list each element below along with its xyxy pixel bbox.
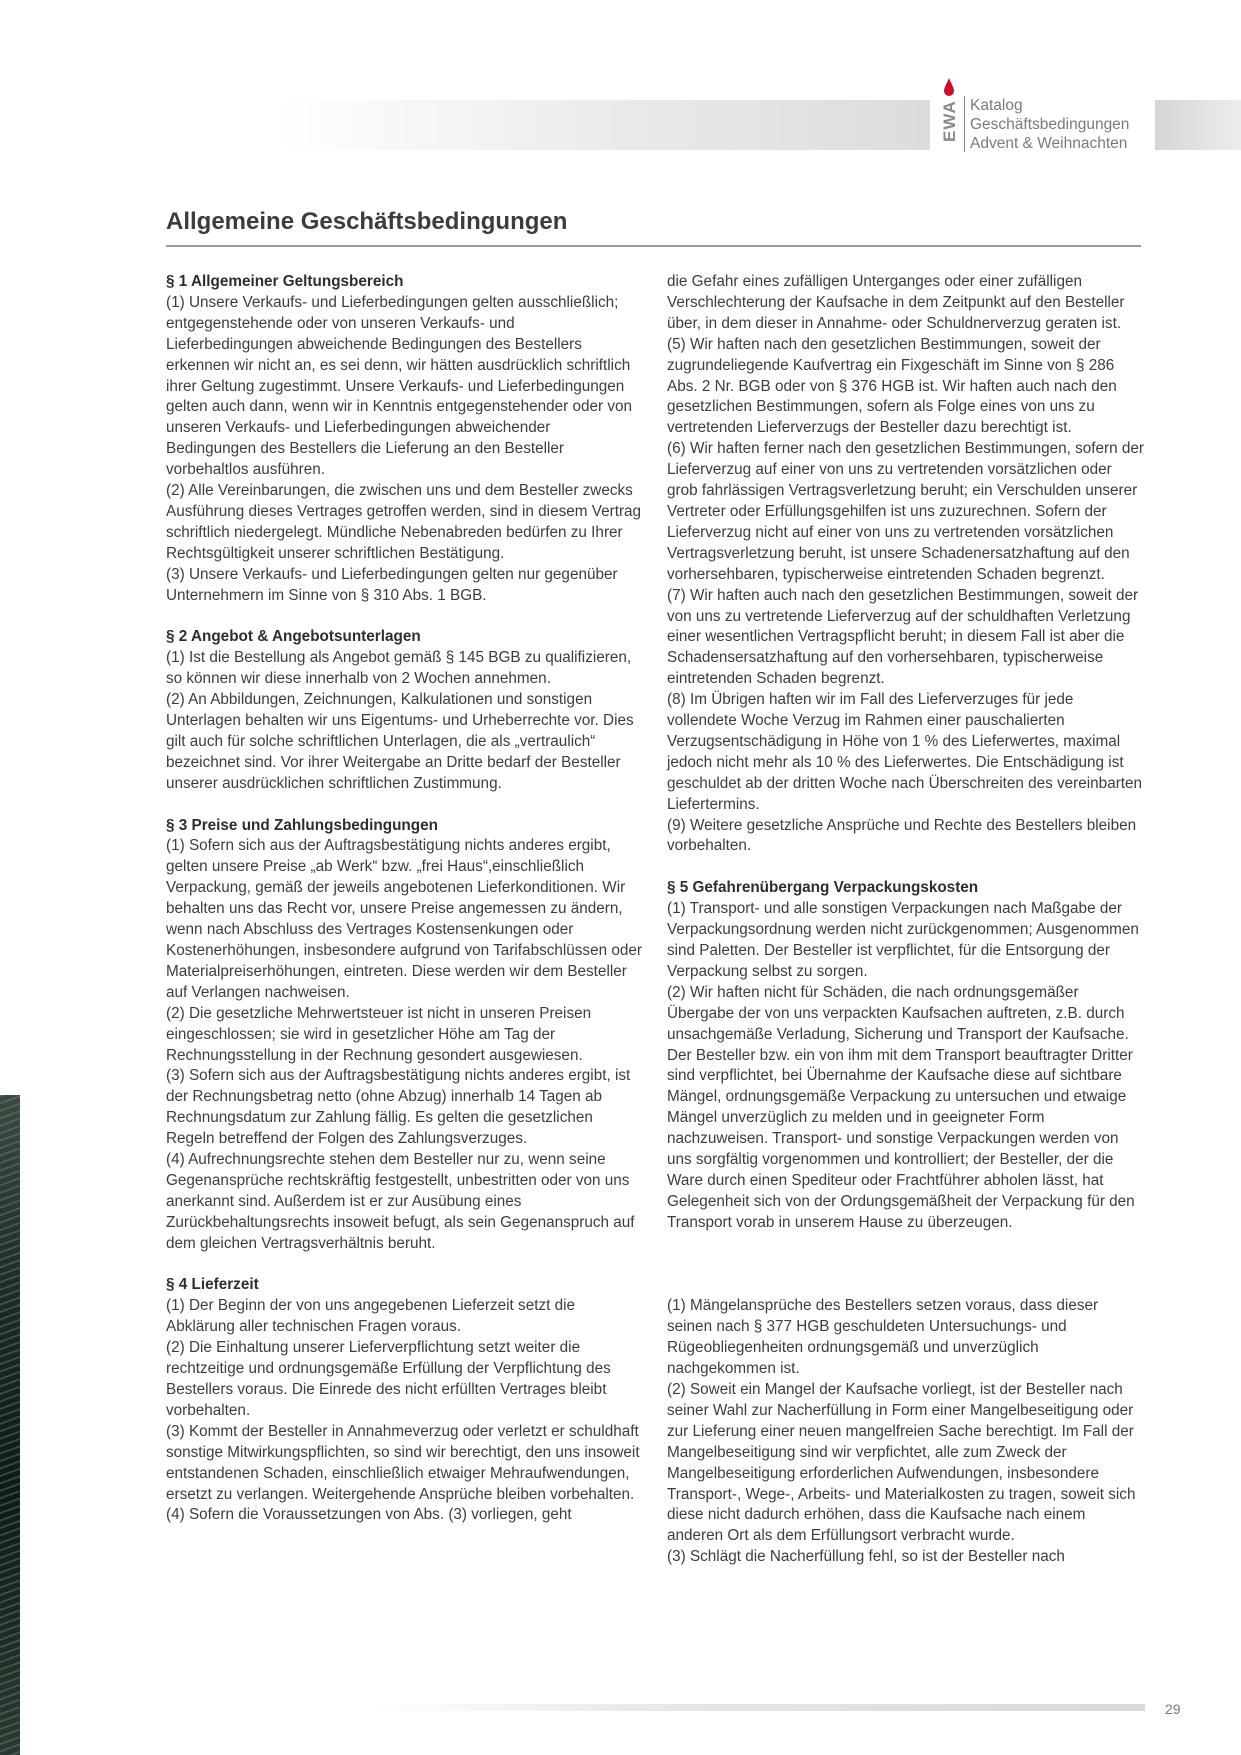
- paragraph: (1) Ist die Bestellung als Angebot gemäß § 145 BGB zu qualifizieren, so können wir diese innerhalb von 2 Wochen annehmen.: [166, 649, 632, 688]
- paragraph: (2) An Abbildungen, Zeichnungen, Kalkulationen und sonstigen Unterlagen behalten wir uns Eigentums- und Urheberrechte vor. Dies gilt auch für solche schriftlichen Unterlagen, die als „vertraulich“ bezeichnet sind. Vor ihrer Weitergabe an Dritte bedarf der Besteller unserer ausdrücklichen schriftlichen Zustimmung.: [166, 691, 634, 792]
- paragraph: (1) Transport- und alle sonstigen Verpackungen nach Maßgabe der Verpackungsordnung werden nicht zurückgenommen; Ausgenommen sind Paletten. Der Besteller ist verpflichtet, für die Entsorgung der Verpackung selbst zu sorgen.: [667, 900, 1139, 980]
- paragraph: (2) Soweit ein Mangel der Kaufsache vorliegt, ist der Besteller nach seiner Wahl zur Nacherfüllung in Form einer Mangelbeseitigung oder zur Lieferung einer neuen mangelfreien Sache berechtigt. Im Fall der Mangelbeseitigung sind wir verpfichtet, alle zum Zweck der Mangelbeseitigung erforderlichen Aufwendungen, insbesondere Transport-, Wege-, Arbeits- und Materialkosten zu tragen, soweit sich diese nicht dadurch erhöhen, dass die Kaufsache nach einem anderen Ort als dem Erfüllungsort verbracht wurde.: [667, 1380, 1136, 1545]
- page-number: 29: [1165, 1701, 1181, 1717]
- paragraph: (8) Im Übrigen haften wir im Fall des Lieferverzuges für jede vollendete Woche Verzug im Rahmen einer pauschalierten Verzugsentschädigung in Höhe von 1 % des Lieferwertes, maximal jedoch nicht mehr als 10 % des Lieferwertes. Die Entschädigung ist geschuldet ab der dritten Woche nach Überschreiten des vereinbarten Liefertermins.: [667, 691, 1143, 813]
- section-gap: [667, 1255, 1145, 1297]
- paragraph: (4) Sofern die Voraussetzungen von Abs. (3) vorliegen, geht: [166, 1506, 572, 1524]
- paragraph: (2) Die gesetzliche Mehrwertsteuer ist nicht in unseren Preisen eingeschlossen; sie wird in gesetzlicher Höhe am Tag der Rechnungsstellung in der Rechnung gesondert ausgewiesen.: [166, 1004, 592, 1064]
- paragraph: (2) Alle Vereinbarungen, die zwischen uns und dem Besteller zwecks Ausführung dieses Vertrages getroffen werden, sind in diesem Vertrag schriftlich niedergelegt. Mündliche Nebenabreden bedürfen zu Ihrer Rechtsgültigkeit unserer schriftlichen Bestätigung.: [166, 482, 642, 562]
- section-2: [166, 627, 644, 794]
- title-rule: [166, 245, 1141, 247]
- header-caption: [970, 96, 1129, 153]
- left-column: [166, 272, 644, 1547]
- header-divider: [964, 96, 965, 152]
- header-line-terms: Geschäftsbedingungen: [970, 116, 1130, 133]
- section-1: [166, 272, 644, 607]
- ewa-logo: [938, 76, 960, 154]
- section-3: [166, 816, 644, 1255]
- paragraph: (3) Unsere Verkaufs- und Lieferbedingungen gelten nur gegenüber Unternehmern im Sinne von § 310 Abs. 1 BGB.: [166, 565, 618, 604]
- paragraph: (2) Die Einhaltung unserer Lieferverpflichtung setzt weiter die rechtzeitige und ordnungsgemäße Erfüllung der Verpflichtung des Bestellers voraus. Die Einrede des nicht erfüllten Vertrages bleibt vorbehalten.: [166, 1339, 611, 1419]
- header-gradient-band: [280, 100, 930, 150]
- section-heading: § 2 Angebot & Angebotsunterlagen: [166, 628, 421, 646]
- page-title: Allgemeine Geschäftsbedingungen: [166, 208, 568, 235]
- right-column: [667, 272, 1145, 1589]
- paragraph: (4) Aufrechnungsrechte stehen dem Besteller nur zu, wenn seine Gegenansprüche rechtskräftig festgestellt, unbestritten oder von uns anerkannt sind. Außerdem ist er zur Ausübung eines Zurückbehaltungsrechts insoweit befugt, als sein Gegenanspruch auf dem gleichen Vertragsverhältnis beruht.: [166, 1151, 635, 1252]
- logo-wordmark: EWA: [940, 100, 959, 142]
- paragraph: (1) Der Beginn der von uns angegebenen Lieferzeit setzt die Abklärung aller technischen Fragen voraus.: [166, 1297, 576, 1336]
- section-heading: § 5 Gefahrenübergang Verpackungskosten: [667, 879, 979, 897]
- paragraph: (1) Sofern sich aus der Auftragsbestätigung nichts anderes ergibt, gelten unsere Preise „ab Werk“ bzw. „frei Haus“,einschließlich Verpackung, gemäß der jeweils angebotenen Lieferkonditionen. Wir behalten uns das Recht vor, unsere Preise angemessen zu ändern, wenn nach Abschluss des Vertrages Kostensenkungen oder Kostenerhöhungen, insbesondere aufgrund von Tarifabschlüssen oder Materialpreiserhöhungen, eintreten. Diese werden wir dem Besteller auf Verlangen nachweisen.: [166, 837, 642, 1001]
- section-heading: § 4 Lieferzeit: [166, 1276, 259, 1294]
- paragraph: (2) Wir haften nicht für Schäden, die nach ordnungsgemäßer Übergabe der von uns verpackten Kaufsachen auftreten, z.B. durch unsachgemäße Verladung, Sicherung und Transport der Kaufsache. Der Besteller bzw. ein von ihm mit dem Transport beauftragter Dritter sind verpflichtet, bei Übernahme der Kaufsache diese auf sichtbare Mängel, ordnungsgemäße Verpackung zu untersuchen und etwaige Mängel unverzüglich zu melden und in geeigneter Form nachzuweisen. Transport- und sonstige Verpackungen werden von uns sorgfältig vorgenommen und kontrolliert; der Besteller, der die Ware durch einen Spediteur oder Frachtführer abholen lässt, hat Gelegenheit sich von der Ordungsgemäßheit der Verpackung für den Transport vorab in unserem Hause zu überzeugen.: [667, 983, 1135, 1231]
- paragraph: (3) Kommt der Besteller in Annahmeverzug oder verletzt er schuldhaft sonstige Mitwirkungspflichten, so sind wir berechtigt, den uns insoweit entstandenen Schaden, einschließlich etwaiger Mehraufwendungen, ersetzt zu verlangen. Weitergehende Ansprüche bleiben vorbehalten.: [166, 1422, 640, 1503]
- section-heading: § 1 Allgemeiner Geltungsbereich: [166, 273, 404, 290]
- section-4: [166, 1275, 644, 1526]
- pine-branch-image: [0, 1095, 20, 1755]
- header-line-catalog: Katalog: [970, 97, 1023, 114]
- paragraph: (9) Weitere gesetzliche Ansprüche und Rechte des Bestellers bleiben vorbehalten.: [667, 816, 1137, 855]
- section-heading: § 3 Preise und Zahlungsbedingungen: [166, 816, 438, 834]
- header-gradient-tab: [1155, 100, 1241, 150]
- paragraph: (3) Sofern sich aus der Auftragsbestätigung nichts anderes ergibt, ist der Rechnungsbetrag netto (ohne Abzug) innerhalb 14 Tagen ab Rechnungsdatum zur Zahlung fällig. Es gelten die gesetzlichen Regeln betreffend der Folgen des Zahlungsverzuges.: [166, 1067, 631, 1148]
- paragraph: (5) Wir haften nach den gesetzlichen Bestimmungen, soweit der zugrundeliegende Kaufvertrag ein Fixgeschäft im Sinne von § 286 Abs. 2 Nr. BGB oder von § 376 HGB ist. Wir haften auch nach den gesetzlichen Bestimmungen, sofern als Folge eines von uns zu vertretenden Lieferverzugs der Besteller dazu berechtigt ist.: [667, 335, 1117, 437]
- paragraph: (7) Wir haften auch nach den gesetzlichen Bestimmungen, soweit der von uns zu vertretende Lieferverzug auf der schuldhaften Verletzung einer wesentlichen Vertragspflicht beruht; in diesem Fall ist aber die Schadensersatzhaftung auf den vorhersehbaren, typischerweise eintretenden Schaden begrenzt.: [667, 586, 1139, 688]
- paragraph: (3) Schlägt die Nacherfüllung fehl, so ist der Besteller nach: [667, 1548, 1065, 1566]
- paragraph: (1) Unsere Verkaufs- und Lieferbedingungen gelten ausschließlich; entgegenstehende oder von unseren Verkaufs- und Lieferbedingungen abweichende Bedingungen des Bestellers erkennen wir nicht an, es sei denn, wir hätten ausdrücklich schriftlich ihrer Geltung zugestimmt. Unsere Verkaufs- und Lieferbedingungen gelten auch dann, wenn wir in Kenntnis entgegenstehender oder von unseren Verkaufs- und Lieferbedingungen abweichender Bedingungen des Bestellers die Lieferung an den Besteller vorbehaltlos ausführen.: [166, 293, 633, 479]
- paragraph: die Gefahr eines zufälligen Unterganges oder einer zufälligen Verschlechterung der Kaufsache in dem Zeitpunkt auf den Besteller über, in dem dieser in Annahme- oder Schuldnerverzug geraten ist.: [667, 273, 1125, 332]
- section-6: [667, 1296, 1145, 1568]
- section-4-continued: [667, 272, 1145, 857]
- section-5: [667, 878, 1145, 1233]
- paragraph: (1) Mängelansprüche des Bestellers setzen voraus, dass dieser seinen nach § 377 HGB geschuldeten Untersuchungs- und Rügeobliegenheiten ordnungsgemäß und unverzüglich nachgekommen ist.: [667, 1297, 1099, 1378]
- footer-gradient-bar: [370, 1704, 1145, 1711]
- paragraph: (6) Wir haften ferner nach den gesetzlichen Bestimmungen, sofern der Lieferverzug auf einer von uns zu vertretenden vorsätzlichen oder grob fahrlässigen Vertragsverletzung beruht; ein Verschulden unserer Vertreter oder Erfüllungsgehilfen ist uns zuzurechnen. Sofern der Lieferverzug nicht auf einer von uns zu vertretenden vorsätzlichen Vertragsverletzung beruht, ist unsere Schadenersatzhaftung auf den vorhersehbaren, typischerweise eintretenden Schaden begrenzt.: [667, 440, 1144, 583]
- header-line-season: Advent & Weihnachten: [970, 135, 1128, 152]
